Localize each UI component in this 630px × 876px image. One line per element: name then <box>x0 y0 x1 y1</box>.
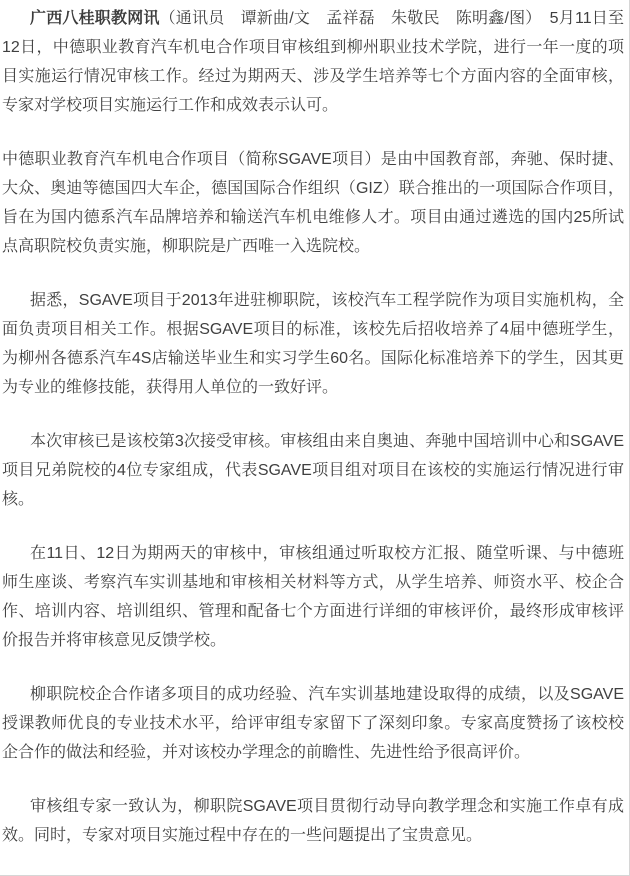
article-paragraph: 本次审核已是该校第3次接受审核。审核组由来自奥迪、奔驰中国培训中心和SGAVE项目兄弟院校的4位专家组成，代表SGAVE项目组对项目在该校的实施运行情况进行审核。 <box>2 433 624 508</box>
article-paragraphs <box>2 145 624 850</box>
article-paragraph: 审核组专家一致认为，柳职院SGAVE项目贯彻行动导向教学理念和实施工作卓有成效。同时，专家对项目实施过程中存在的一些问题提出了宝贵意见。 <box>2 798 624 844</box>
article-paragraph: 据悉，SGAVE项目于2013年进驻柳职院，该校汽车工程学院作为项目实施机构，全面负责项目相关工作。根据SGAVE项目的标准，该校先后招收培养了4届中德班学生，为柳州各德系汽车4S店输送毕业生和实习学生60名。国际化标准培养下的学生，因其更为专业的维修技能，获得用人单位的一致好评。 <box>2 292 624 396</box>
article-paragraph-lead <box>2 4 624 120</box>
article-paragraph: 中德职业教育汽车机电合作项目（简称SGAVE项目）是由中国教育部，奔驰、保时捷、大众、奥迪等德国四大车企，德国国际合作组织（GIZ）联合推出的一项国际合作项目，旨在为国内德系汽车品牌培养和输送汽车机电维修人才。项目由通过遴选的国内25所试点高职院校负责实施，柳职院是广西唯一入选院校。 <box>2 151 624 255</box>
article-paragraph: 柳职院校企合作诸多项目的成功经验、汽车实训基地建设取得的成绩，以及SGAVE授课教师优良的专业技术水平，给评审组专家留下了深刻印象。专家高度赞扬了该校校企合作的做法和经验，并对该校办学理念的前瞻性、先进性给予很高评价。 <box>2 686 624 761</box>
article-lead-text: （通讯员 谭新曲/文 孟祥磊 朱敬民 陈明鑫/图） 5月11日至12日，中德职业教育汽车机电合作项目审核组到柳州职业技术学院，进行一年一度的项目实施运行情况审核工作。经过为期两天、涉及学生培养等七个方面内容的全面审核，专家对学校项目实施运行工作和成效表示认可。 <box>2 10 624 114</box>
article-source-label: 广西八桂职教网讯 <box>30 10 160 27</box>
article-paragraph: 在11日、12日为期两天的审核中，审核组通过听取校方汇报、随堂听课、与中德班师生座谈、考察汽车实训基地和审核相关材料等方式，从学生培养、师资水平、校企合作、培训内容、培训组织、管理和配备七个方面进行详细的审核评价，最终形成审核评价报告并将审核意见反馈学校。 <box>2 545 624 649</box>
